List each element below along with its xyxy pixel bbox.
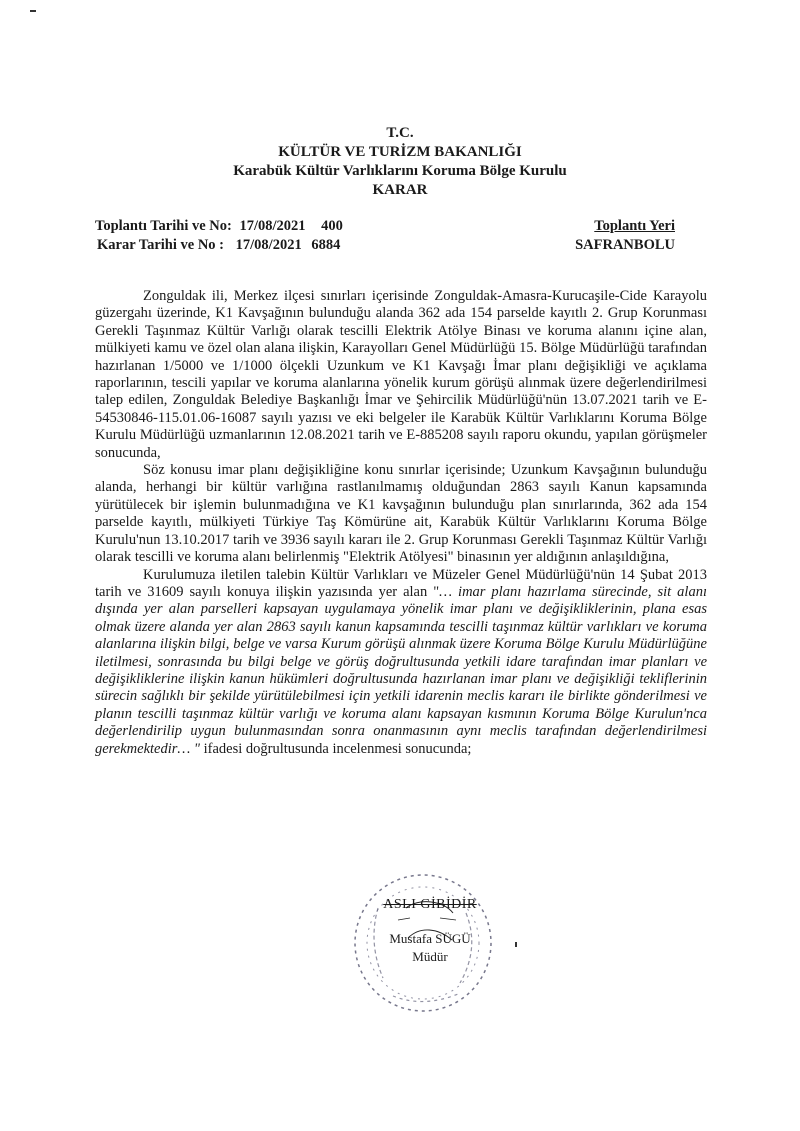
- paragraph-3: [95, 567, 707, 758]
- meeting-info: [95, 217, 347, 236]
- signatory-name: Mustafa SÜGÜ: [389, 931, 471, 946]
- signature-block: [360, 896, 500, 966]
- paragraph-3-quote: … imar planı hazırlama sürecinde, sit alanı dışında yer alan parselleri kapsayan uygulamaya yönelik imar planı ve değişikliklerinin, plana esas olmak üzere alanda yer alan 2863 sayılı kanun kapsamında tescilli taşınmaz kültür varlıkları ve koruma alanlarına ilişkin bilgi, belge ve varsa Kurum görüşü alınmak üzere Koruma Bölge Kurulu Müdürlüğüne iletilmesi, sonrasında bu bilgi belge ve görüş doğrultusunda yetkili idare tarafından imar planları ve değişikliklerine ilişkin kanun hükümleri doğrultusunda hazırlanan imar planı ve değişikliği tekliflerinin sürecin sağlıklı bir şekilde yürütülebilmesi için yetkili idarenin meclis kararı ile birlikte gönderilmesi ve planın tescilli taşınmaz kültür varlığı ve koruma alanı kapsayan kısmının Koruma Bölge Kurulun'nca değerlendirilip uygun bulunmasından sonra onanmasının aynı meclis tarafından değerlendirilmesi gerekmektedir… ": [95, 583, 707, 757]
- place-value: SAFRANBOLU: [575, 237, 675, 253]
- meeting-no: 400: [321, 218, 343, 234]
- scan-mark: [30, 10, 36, 12]
- decision-date: 17/08/2021: [235, 237, 302, 253]
- meeting-date: 17/08/2021: [239, 218, 306, 234]
- header-ministry: KÜLTÜR VE TURİZM BAKANLIĞI: [278, 144, 522, 160]
- meeting-label: Toplantı Tarihi ve No:: [95, 218, 232, 234]
- meeting-meta: [95, 217, 675, 255]
- certified-copy-text: ASLI GİBİDİR: [383, 897, 477, 912]
- paragraph-1: Zonguldak ili, Merkez ilçesi sınırları içerisinde Zonguldak-Amasra-Kurucaşile-Cide Karayolu güzergahı üzerinde, K1 Kavşağının bulunduğu alanda 362 ada 154 parselde kayıtlı 2. Grup Korunması Gerekli Taşınmaz Kültür Varlığı olarak tescilli Elektrik Atölye Binası ve koruma alanını içine alan, mülkiyeti kamu ve özel olan alana ilişkin, Karayolları Genel Müdürlüğü 15. Bölge Müdürlüğü tarafından hazırlanan 1/5000 ve 1/1000 ölçekli Uzunkum ve K1 Kavşağı İmar planı değişikliği ve açıklama raporlarının, tescili yapılar ve koruma alanlarına yönelik kurum görüşü alınmak üzere değerlendirilmesi talep edilen, Zonguldak Belediye Başkanlığı İmar ve Şehircilik Müdürlüğü'nün 13.07.2021 tarih ve E-54530846-115.01.06-16087 sayılı yazısı ve eki belgeler ile Karabük Kültür Varlıklarını Koruma Bölge Kurulu Müdürlüğü uzmanlarının 12.08.2021 tarih ve E-885208 sayılı raporu okundu, yapılan görüşmeler sonucunda,: [95, 288, 707, 461]
- decision-label: Karar Tarihi ve No :: [97, 237, 225, 253]
- place-label: Toplantı Yeri: [594, 218, 675, 234]
- paragraph-3-intro: Kurulumuza iletilen talebin Kültür Varlıkları ve Müzeler Genel Müdürlüğü'nün 14 Şubat 2013 tarih ve 31609 sayılı konuya ilişkin yazısında yer alan ": [95, 566, 707, 600]
- paragraph-2: Söz konusu imar planı değişikliğine konu sınırlar içerisinde; Uzunkum Kavşağının bulunduğu alanda, herhangi bir kültür varlığına rastlanılmamış olduğundan 2863 sayılı Kanun kapsamında yürütülecek bir işlemin bulunmadığına ve K1 kavşağının bulunduğu plan sınırlarında, 362 ada 154 parselde kayıtlı, mülkiyeti Türkiye Taş Kömürüne ait, Karabük Kültür Varlıklarını Koruma Bölge Kurulu'nun 13.10.2017 tarih ve 3936 sayılı kararı ile 2. Grup Korunması Gerekli Taşınmaz Kültür Varlığı olarak tescilli ve koruma alanı belirlenmiş "Elektrik Atölyesi" binasının yer aldığının anlaşıldığına,: [95, 462, 707, 566]
- scan-mark-small: [515, 942, 517, 947]
- header-board: Karabük Kültür Varlıklarını Koruma Bölge Kurulu: [233, 163, 567, 179]
- document-header: [0, 124, 800, 200]
- decision-no: 6884: [311, 237, 341, 253]
- decision-body: [95, 288, 707, 758]
- signatory-title: Müdür: [412, 949, 448, 964]
- decision-info: [95, 236, 344, 255]
- header-tc: T.C.: [386, 125, 414, 141]
- header-karar: KARAR: [372, 182, 428, 198]
- paragraph-3-outro: ifadesi doğrultusunda incelenmesi sonucunda;: [200, 740, 472, 757]
